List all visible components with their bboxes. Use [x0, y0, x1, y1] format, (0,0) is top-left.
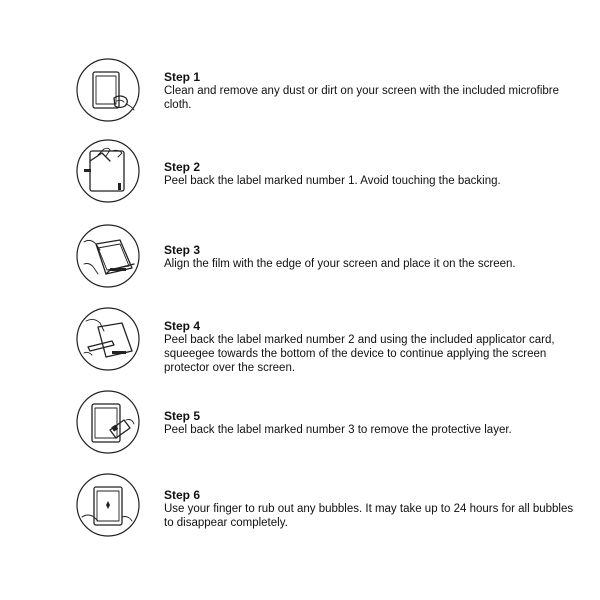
- squeegee-applicator-icon: [76, 307, 140, 371]
- wipe-screen-cloth-icon: [76, 58, 140, 122]
- step-description: Peel back the label marked number 2 and using the included applicator card, squeegee towards the bottom of the device to continue applying the screen protector over the screen.: [164, 334, 555, 374]
- step-title: Step 2: [164, 160, 201, 174]
- step-4: [0, 305, 600, 395]
- step-title: Step 1: [164, 70, 201, 84]
- step-5: [0, 388, 600, 478]
- peel-label-one-icon: [76, 139, 140, 203]
- peel-label-three-icon: [76, 390, 140, 454]
- align-film-icon: [76, 224, 140, 288]
- step-6: [0, 471, 600, 561]
- step-3: [0, 222, 600, 312]
- step-title: Step 3: [164, 243, 201, 257]
- step-description: Peel back the label marked number 3 to remove the protective layer.: [164, 424, 512, 436]
- step-title: Step 6: [164, 488, 201, 502]
- step-2: [0, 139, 600, 229]
- step-title: Step 5: [164, 409, 201, 423]
- step-description: Clean and remove any dust or dirt on your screen with the included microfibre cloth.: [164, 85, 560, 111]
- rub-bubbles-icon: [76, 473, 140, 537]
- step-description: Align the film with the edge of your screen and place it on the screen.: [164, 258, 516, 270]
- step-description: Peel back the label marked number 1. Avoid touching the backing.: [164, 175, 501, 187]
- step-title: Step 4: [164, 319, 201, 333]
- step-1: [0, 56, 600, 146]
- step-description: Use your finger to rub out any bubbles. It may take up to 24 hours for all bubbles to disappear completely.: [164, 503, 574, 529]
